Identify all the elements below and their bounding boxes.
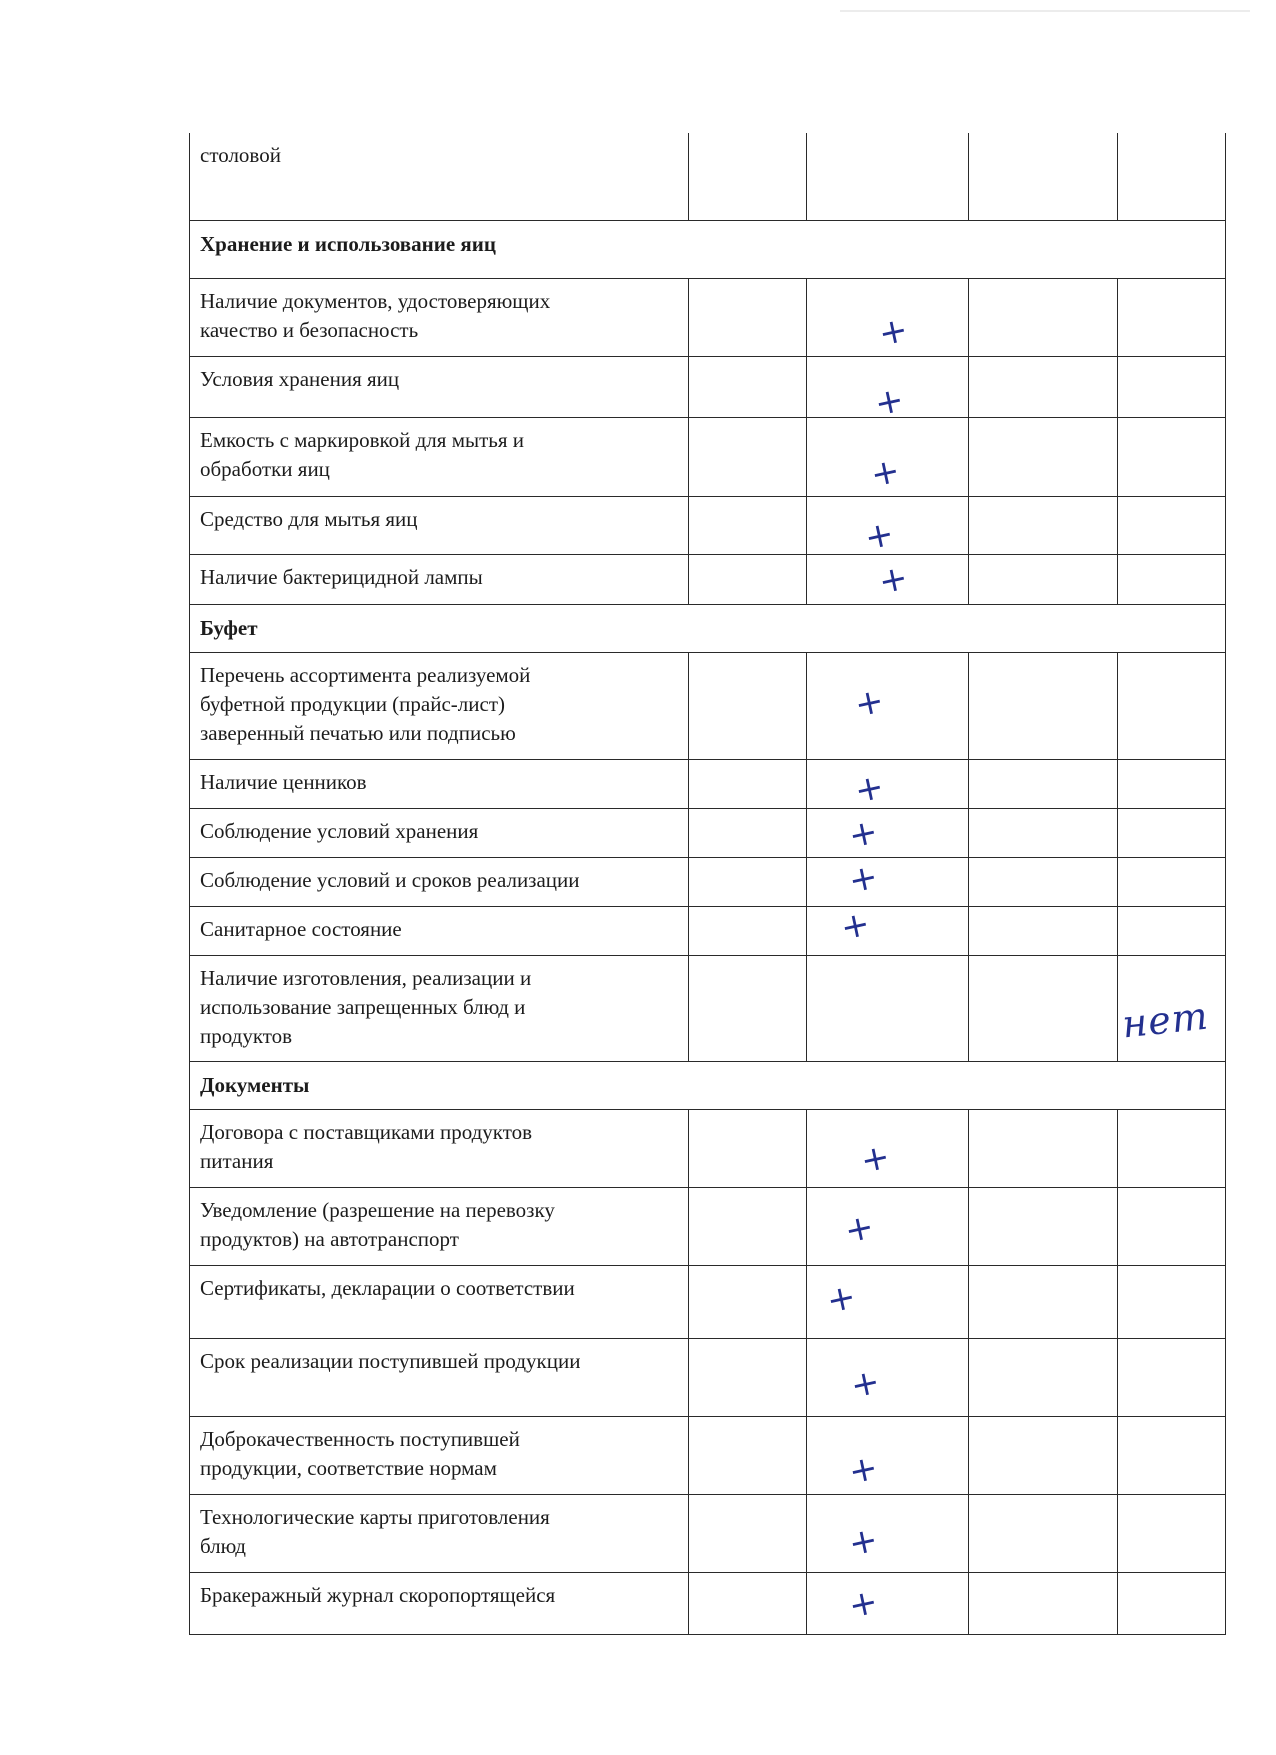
mark-cell — [1118, 1265, 1226, 1338]
mark-cell — [689, 1494, 807, 1572]
mark-cell — [969, 955, 1118, 1061]
mark-cell — [689, 652, 807, 759]
mark-cell — [1118, 133, 1226, 220]
handwritten-plus-mark: + — [875, 308, 912, 355]
scan-artifact-line — [840, 10, 1250, 12]
mark-cell — [969, 133, 1118, 220]
inspection-checklist-table — [189, 133, 1226, 1635]
mark-cell — [969, 496, 1118, 554]
mark-cell — [689, 1187, 807, 1265]
handwritten-plus-mark: + — [851, 679, 888, 726]
table-row — [190, 906, 1226, 955]
mark-cell — [969, 906, 1118, 955]
mark-cell — [807, 1338, 969, 1416]
item-label: Средство для мытья яиц — [190, 496, 689, 554]
item-label: Емкость с маркировкой для мытья и обработки яиц — [190, 417, 689, 496]
item-label: Соблюдение условий и сроков реализации — [190, 857, 689, 906]
mark-cell — [807, 1187, 969, 1265]
mark-cell — [969, 1265, 1118, 1338]
handwritten-plus-mark: + — [857, 1135, 894, 1182]
table-row — [190, 857, 1226, 906]
mark-cell — [969, 1572, 1118, 1634]
mark-cell — [969, 278, 1118, 356]
mark-cell — [689, 356, 807, 417]
mark-cell — [969, 759, 1118, 808]
mark-cell — [969, 356, 1118, 417]
handwritten-plus-mark: + — [845, 855, 882, 902]
item-label: Условия хранения яиц — [190, 356, 689, 417]
handwritten-plus-mark: + — [845, 1580, 882, 1627]
handwritten-plus-mark: + — [851, 765, 888, 812]
table-row — [190, 417, 1226, 496]
handwritten-plus-mark: + — [841, 1205, 878, 1252]
item-label: Доброкачественность поступившей продукции, соответствие нормам — [190, 1416, 689, 1494]
mark-cell — [1118, 496, 1226, 554]
mark-cell — [689, 955, 807, 1061]
mark-cell — [1118, 1572, 1226, 1634]
mark-cell — [689, 133, 807, 220]
handwritten-plus-mark: + — [845, 1446, 882, 1493]
section-header-row — [190, 1061, 1226, 1109]
mark-cell — [1118, 1338, 1226, 1416]
mark-cell — [969, 652, 1118, 759]
table-row — [190, 1338, 1226, 1416]
mark-cell — [807, 278, 969, 356]
mark-cell — [1118, 1109, 1226, 1187]
section-header-row — [190, 604, 1226, 652]
handwritten-plus-mark: + — [875, 556, 912, 603]
mark-cell — [689, 496, 807, 554]
table-row — [190, 1572, 1226, 1634]
handwritten-note: нет — [1119, 993, 1211, 1046]
mark-cell — [969, 1416, 1118, 1494]
table-row — [190, 1187, 1226, 1265]
table-row — [190, 133, 1226, 220]
section-title: Хранение и использование яиц — [190, 220, 1226, 278]
item-label: Санитарное состояние — [190, 906, 689, 955]
item-label: Наличие ценников — [190, 759, 689, 808]
item-label: Договора с поставщиками продуктов питания — [190, 1109, 689, 1187]
handwritten-plus-mark: + — [845, 810, 882, 857]
mark-cell — [689, 1416, 807, 1494]
item-label: Сертификаты, декларации о соответствии — [190, 1265, 689, 1338]
mark-cell — [1118, 759, 1226, 808]
mark-cell — [689, 554, 807, 604]
mark-cell — [969, 808, 1118, 857]
mark-cell — [1118, 857, 1226, 906]
mark-cell — [807, 1416, 969, 1494]
item-label: Уведомление (разрешение на перевозку продуктов) на автотранспорт — [190, 1187, 689, 1265]
handwritten-plus-mark: + — [861, 512, 898, 559]
section-title: Документы — [190, 1061, 1226, 1109]
item-label: Перечень ассортимента реализуемой буфетной продукции (прайс-лист) заверенный печатью или подписью — [190, 652, 689, 759]
mark-cell — [807, 496, 969, 559]
table-row — [190, 759, 1226, 808]
mark-cell — [689, 278, 807, 356]
item-label: Наличие изготовления, реализации и использование запрещенных блюд и продуктов — [190, 955, 689, 1061]
mark-cell — [1118, 808, 1226, 857]
item-label: Бракеражный журнал скоропортящейся — [190, 1572, 689, 1634]
table-row — [190, 554, 1226, 604]
mark-cell — [689, 759, 807, 808]
item-label: Технологические карты приготовления блюд — [190, 1494, 689, 1572]
table-row — [190, 1265, 1226, 1338]
mark-cell — [1118, 906, 1226, 955]
mark-cell — [689, 1572, 807, 1634]
mark-cell — [689, 857, 807, 906]
mark-cell — [1118, 955, 1226, 1061]
handwritten-plus-mark: + — [871, 378, 908, 425]
mark-cell — [807, 356, 969, 425]
mark-cell — [689, 417, 807, 496]
item-label: столовой — [190, 133, 689, 220]
mark-cell — [969, 417, 1118, 496]
item-label: Наличие бактерицидной лампы — [190, 554, 689, 604]
mark-cell — [689, 1265, 807, 1338]
mark-cell — [807, 1109, 969, 1187]
mark-cell — [1118, 1494, 1226, 1572]
table-row — [190, 1109, 1226, 1187]
mark-cell — [807, 554, 969, 604]
mark-cell — [969, 554, 1118, 604]
mark-cell — [807, 417, 969, 496]
mark-cell — [807, 857, 969, 906]
table-row — [190, 356, 1226, 417]
mark-cell — [807, 902, 969, 955]
table-row — [190, 1416, 1226, 1494]
mark-cell — [1118, 652, 1226, 759]
mark-cell — [969, 1187, 1118, 1265]
table-row — [190, 955, 1226, 1061]
handwritten-plus-mark: + — [847, 1360, 884, 1407]
item-label: Наличие документов, удостоверяющих качество и безопасность — [190, 278, 689, 356]
mark-cell — [1118, 1416, 1226, 1494]
mark-cell — [1118, 278, 1226, 356]
table-row — [190, 496, 1226, 554]
handwritten-plus-mark: + — [867, 449, 904, 496]
item-label: Срок реализации поступившей продукции — [190, 1338, 689, 1416]
mark-cell — [807, 1572, 969, 1634]
mark-cell — [807, 759, 969, 812]
mark-cell — [807, 808, 969, 857]
mark-cell — [969, 1338, 1118, 1416]
table-row — [190, 808, 1226, 857]
mark-cell — [1118, 1187, 1226, 1265]
section-header-row — [190, 220, 1226, 278]
mark-cell — [807, 1265, 969, 1338]
mark-cell — [807, 1494, 969, 1572]
item-label: Соблюдение условий хранения — [190, 808, 689, 857]
handwritten-plus-mark: + — [845, 1518, 882, 1565]
mark-cell — [1118, 417, 1226, 496]
mark-cell — [807, 652, 969, 759]
checklist-body — [190, 133, 1226, 1634]
handwritten-plus-mark: + — [837, 902, 874, 949]
mark-cell — [807, 955, 969, 1061]
table-row — [190, 278, 1226, 356]
mark-cell — [689, 1338, 807, 1416]
mark-cell — [1118, 356, 1226, 417]
mark-cell — [969, 1109, 1118, 1187]
mark-cell — [689, 906, 807, 955]
mark-cell — [807, 133, 969, 220]
mark-cell — [689, 808, 807, 857]
section-title: Буфет — [190, 604, 1226, 652]
table-row — [190, 652, 1226, 759]
mark-cell — [689, 1109, 807, 1187]
handwritten-plus-mark: + — [823, 1275, 860, 1322]
mark-cell — [969, 857, 1118, 906]
mark-cell — [1118, 554, 1226, 604]
table-row — [190, 1494, 1226, 1572]
mark-cell — [969, 1494, 1118, 1572]
